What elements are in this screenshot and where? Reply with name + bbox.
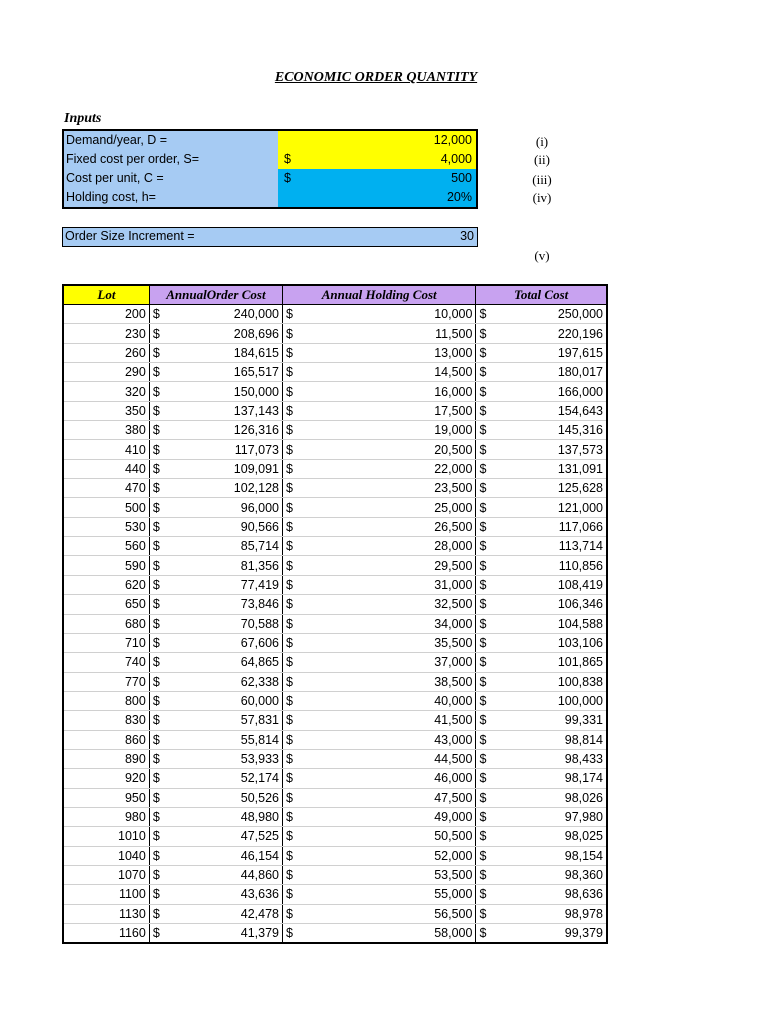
- cell-order-cost-currency[interactable]: $: [149, 730, 169, 749]
- header-holding-cost: Annual Holding Cost: [282, 285, 475, 305]
- tag-iv: (iv): [532, 190, 552, 205]
- cell-holding-cost[interactable]: 16,000: [303, 382, 476, 401]
- cell-holding-cost-currency[interactable]: $: [282, 788, 302, 807]
- cell-total-cost-currency[interactable]: $: [476, 904, 496, 923]
- cell-order-cost[interactable]: 62,338: [170, 672, 283, 691]
- input-value-fixed-cost[interactable]: 4,000: [298, 150, 476, 169]
- cell-lot[interactable]: 950: [63, 788, 149, 807]
- cell-order-cost-currency[interactable]: $: [149, 672, 169, 691]
- table-row: [63, 633, 607, 652]
- cell-total-cost[interactable]: 98,433: [496, 749, 607, 768]
- cell-holding-cost-currency[interactable]: $: [282, 537, 302, 556]
- cell-holding-cost[interactable]: 28,000: [303, 537, 476, 556]
- cell-order-cost-currency[interactable]: $: [149, 537, 169, 556]
- cell-holding-cost-currency[interactable]: $: [282, 653, 302, 672]
- cell-total-cost-currency[interactable]: $: [476, 363, 496, 382]
- cell-total-cost-currency[interactable]: $: [476, 614, 496, 633]
- cell-holding-cost[interactable]: 55,000: [303, 885, 476, 904]
- cell-order-cost[interactable]: 52,174: [170, 769, 283, 788]
- cell-order-cost-currency[interactable]: $: [149, 343, 169, 362]
- cell-lot[interactable]: 350: [63, 401, 149, 420]
- cell-order-cost[interactable]: 50,526: [170, 788, 283, 807]
- cell-holding-cost[interactable]: 41,500: [303, 711, 476, 730]
- cell-order-cost-currency[interactable]: $: [149, 363, 169, 382]
- cell-total-cost[interactable]: 154,643: [496, 401, 607, 420]
- cell-lot[interactable]: 440: [63, 459, 149, 478]
- cell-total-cost-currency[interactable]: $: [476, 827, 496, 846]
- cell-total-cost-currency[interactable]: $: [476, 517, 496, 536]
- table-row: [63, 595, 607, 614]
- cell-order-cost[interactable]: 64,865: [170, 653, 283, 672]
- tag-i: (i): [535, 134, 549, 149]
- cell-order-cost[interactable]: 44,860: [170, 865, 283, 884]
- cell-order-cost[interactable]: 41,379: [170, 924, 283, 944]
- cell-order-cost[interactable]: 102,128: [170, 479, 283, 498]
- cell-total-cost[interactable]: 98,026: [496, 788, 607, 807]
- cell-total-cost[interactable]: 99,331: [496, 711, 607, 730]
- cell-total-cost[interactable]: 145,316: [496, 421, 607, 440]
- cell-order-cost[interactable]: 150,000: [170, 382, 283, 401]
- cell-holding-cost[interactable]: 20,500: [303, 440, 476, 459]
- cell-order-cost-currency[interactable]: $: [149, 459, 169, 478]
- cell-holding-cost[interactable]: 52,000: [303, 846, 476, 865]
- cell-holding-cost[interactable]: 32,500: [303, 595, 476, 614]
- cell-holding-cost[interactable]: 58,000: [303, 924, 476, 944]
- tag-v: (v): [534, 248, 550, 263]
- inputs-label: Inputs: [64, 111, 102, 126]
- cell-order-cost-currency[interactable]: $: [149, 401, 169, 420]
- cell-total-cost-currency[interactable]: $: [476, 730, 496, 749]
- table-row: [63, 363, 607, 382]
- cell-holding-cost[interactable]: 37,000: [303, 653, 476, 672]
- cell-total-cost[interactable]: 97,980: [496, 807, 607, 826]
- table-row: [63, 498, 607, 517]
- cell-holding-cost-currency[interactable]: $: [282, 633, 302, 652]
- cell-holding-cost-currency[interactable]: $: [282, 730, 302, 749]
- cell-order-cost[interactable]: 240,000: [170, 305, 283, 324]
- cell-holding-cost-currency[interactable]: $: [282, 904, 302, 923]
- cell-holding-cost[interactable]: 10,000: [303, 305, 476, 324]
- cell-total-cost[interactable]: 104,588: [496, 614, 607, 633]
- cell-total-cost-currency[interactable]: $: [476, 556, 496, 575]
- cell-holding-cost-currency[interactable]: $: [282, 305, 302, 324]
- cell-total-cost-currency[interactable]: $: [476, 711, 496, 730]
- cell-holding-cost-currency[interactable]: $: [282, 924, 302, 944]
- cell-order-cost-currency[interactable]: $: [149, 653, 169, 672]
- input-label-holding-cost: Holding cost, h=: [64, 188, 278, 207]
- cell-total-cost-currency[interactable]: $: [476, 343, 496, 362]
- cell-total-cost[interactable]: 106,346: [496, 595, 607, 614]
- cell-lot[interactable]: 800: [63, 691, 149, 710]
- cell-order-cost-currency[interactable]: $: [149, 556, 169, 575]
- input-label-demand: Demand/year, D =: [64, 131, 278, 150]
- cell-total-cost[interactable]: 108,419: [496, 575, 607, 594]
- table-row: [63, 846, 607, 865]
- cell-order-cost-currency[interactable]: $: [149, 846, 169, 865]
- cell-holding-cost-currency[interactable]: $: [282, 827, 302, 846]
- cell-holding-cost-currency[interactable]: $: [282, 865, 302, 884]
- cell-holding-cost-currency[interactable]: $: [282, 614, 302, 633]
- header-lot: Lot: [63, 285, 149, 305]
- cell-order-cost-currency[interactable]: $: [149, 382, 169, 401]
- cell-holding-cost-currency[interactable]: $: [282, 595, 302, 614]
- cell-holding-cost-currency[interactable]: $: [282, 575, 302, 594]
- cell-lot[interactable]: 260: [63, 343, 149, 362]
- input-value-demand[interactable]: 12,000: [298, 131, 476, 150]
- table-row: [63, 769, 607, 788]
- cell-lot[interactable]: 1040: [63, 846, 149, 865]
- cell-order-cost[interactable]: 109,091: [170, 459, 283, 478]
- cell-order-cost[interactable]: 57,831: [170, 711, 283, 730]
- cell-lot[interactable]: 1100: [63, 885, 149, 904]
- cell-lot[interactable]: 200: [63, 305, 149, 324]
- cell-lot[interactable]: 860: [63, 730, 149, 749]
- cell-total-cost[interactable]: 110,856: [496, 556, 607, 575]
- cell-holding-cost-currency[interactable]: $: [282, 672, 302, 691]
- cell-total-cost-currency[interactable]: $: [476, 691, 496, 710]
- table-row: [63, 924, 607, 944]
- cell-order-cost-currency[interactable]: $: [149, 324, 169, 343]
- cell-holding-cost-currency[interactable]: $: [282, 769, 302, 788]
- cell-holding-cost[interactable]: 43,000: [303, 730, 476, 749]
- cell-holding-cost[interactable]: 38,500: [303, 672, 476, 691]
- table-row: [63, 672, 607, 691]
- cell-total-cost-currency[interactable]: $: [476, 807, 496, 826]
- table-row: [63, 459, 607, 478]
- table-row: [63, 788, 607, 807]
- cell-order-cost-currency[interactable]: $: [149, 421, 169, 440]
- eoq-table: [62, 284, 608, 944]
- cell-order-cost-currency[interactable]: $: [149, 517, 169, 536]
- cell-order-cost[interactable]: 208,696: [170, 324, 283, 343]
- cell-lot[interactable]: 740: [63, 653, 149, 672]
- cell-total-cost-currency[interactable]: $: [476, 305, 496, 324]
- cell-total-cost[interactable]: 131,091: [496, 459, 607, 478]
- cell-lot[interactable]: 410: [63, 440, 149, 459]
- table-row: [63, 575, 607, 594]
- cell-total-cost[interactable]: 98,636: [496, 885, 607, 904]
- cell-order-cost-currency[interactable]: $: [149, 769, 169, 788]
- cell-order-cost[interactable]: 42,478: [170, 904, 283, 923]
- table-row: [63, 653, 607, 672]
- table-row: [63, 382, 607, 401]
- table-row: [63, 343, 607, 362]
- table-row: [63, 711, 607, 730]
- cell-total-cost-currency[interactable]: $: [476, 421, 496, 440]
- cell-holding-cost[interactable]: 46,000: [303, 769, 476, 788]
- table-row: [63, 730, 607, 749]
- cell-holding-cost-currency[interactable]: $: [282, 498, 302, 517]
- header-total-cost: Total Cost: [476, 285, 607, 305]
- cell-lot[interactable]: 980: [63, 807, 149, 826]
- cell-order-cost[interactable]: 70,588: [170, 614, 283, 633]
- cell-total-cost[interactable]: 250,000: [496, 305, 607, 324]
- table-row: [63, 324, 607, 343]
- table-row: [63, 614, 607, 633]
- cell-holding-cost-currency[interactable]: $: [282, 807, 302, 826]
- cell-total-cost-currency[interactable]: $: [476, 788, 496, 807]
- cell-order-cost[interactable]: 96,000: [170, 498, 283, 517]
- cell-order-cost[interactable]: 137,143: [170, 401, 283, 420]
- input-value-unit-cost[interactable]: 500: [298, 169, 476, 188]
- cell-total-cost-currency[interactable]: $: [476, 865, 496, 884]
- cell-lot[interactable]: 230: [63, 324, 149, 343]
- increment-row: [62, 227, 478, 247]
- cell-total-cost-currency[interactable]: $: [476, 672, 496, 691]
- table-row: [63, 827, 607, 846]
- cell-holding-cost[interactable]: 47,500: [303, 788, 476, 807]
- cell-order-cost-currency[interactable]: $: [149, 827, 169, 846]
- cell-total-cost-currency[interactable]: $: [476, 653, 496, 672]
- cell-holding-cost[interactable]: 31,000: [303, 575, 476, 594]
- cell-holding-cost[interactable]: 26,500: [303, 517, 476, 536]
- cell-holding-cost-currency[interactable]: $: [282, 885, 302, 904]
- cell-lot[interactable]: 620: [63, 575, 149, 594]
- table-row: [63, 885, 607, 904]
- cell-order-cost[interactable]: 90,566: [170, 517, 283, 536]
- cell-total-cost-currency[interactable]: $: [476, 324, 496, 343]
- cell-lot[interactable]: 500: [63, 498, 149, 517]
- cell-holding-cost-currency[interactable]: $: [282, 711, 302, 730]
- cell-total-cost[interactable]: 100,838: [496, 672, 607, 691]
- cell-order-cost[interactable]: 46,154: [170, 846, 283, 865]
- cell-holding-cost[interactable]: 22,000: [303, 459, 476, 478]
- cell-order-cost-currency[interactable]: $: [149, 575, 169, 594]
- cell-order-cost-currency[interactable]: $: [149, 904, 169, 923]
- table-row: [63, 440, 607, 459]
- input-currency-holding-cost: [278, 188, 298, 207]
- cell-lot[interactable]: 830: [63, 711, 149, 730]
- cell-holding-cost-currency[interactable]: $: [282, 459, 302, 478]
- cell-total-cost[interactable]: 98,814: [496, 730, 607, 749]
- table-row: [63, 556, 607, 575]
- cell-total-cost[interactable]: 220,196: [496, 324, 607, 343]
- cell-total-cost[interactable]: 125,628: [496, 479, 607, 498]
- cell-total-cost[interactable]: 103,106: [496, 633, 607, 652]
- table-row: [63, 517, 607, 536]
- cell-lot[interactable]: 650: [63, 595, 149, 614]
- cell-holding-cost[interactable]: 14,500: [303, 363, 476, 382]
- cell-order-cost-currency[interactable]: $: [149, 865, 169, 884]
- cell-total-cost-currency[interactable]: $: [476, 749, 496, 768]
- cell-holding-cost[interactable]: 13,000: [303, 343, 476, 362]
- cell-total-cost[interactable]: 98,978: [496, 904, 607, 923]
- input-currency-unit-cost: $: [278, 169, 298, 188]
- input-currency-demand: [278, 131, 298, 150]
- cell-holding-cost[interactable]: 53,500: [303, 865, 476, 884]
- cell-order-cost-currency[interactable]: $: [149, 885, 169, 904]
- cell-order-cost-currency[interactable]: $: [149, 440, 169, 459]
- cell-order-cost[interactable]: 67,606: [170, 633, 283, 652]
- cell-order-cost[interactable]: 73,846: [170, 595, 283, 614]
- tag-iii: (iii): [532, 172, 552, 187]
- cell-order-cost[interactable]: 117,073: [170, 440, 283, 459]
- cell-order-cost[interactable]: 77,419: [170, 575, 283, 594]
- cell-order-cost[interactable]: 55,814: [170, 730, 283, 749]
- table-row: [63, 807, 607, 826]
- cell-holding-cost[interactable]: 23,500: [303, 479, 476, 498]
- cell-lot[interactable]: 530: [63, 517, 149, 536]
- cell-order-cost-currency[interactable]: $: [149, 788, 169, 807]
- cell-lot[interactable]: 380: [63, 421, 149, 440]
- cell-holding-cost-currency[interactable]: $: [282, 691, 302, 710]
- cell-order-cost-currency[interactable]: $: [149, 749, 169, 768]
- cell-holding-cost-currency[interactable]: $: [282, 421, 302, 440]
- cell-lot[interactable]: 1160: [63, 924, 149, 944]
- table-row: [63, 305, 607, 324]
- cell-holding-cost-currency[interactable]: $: [282, 556, 302, 575]
- cell-lot[interactable]: 920: [63, 769, 149, 788]
- cell-total-cost-currency[interactable]: $: [476, 633, 496, 652]
- cell-total-cost[interactable]: 197,615: [496, 343, 607, 362]
- cell-order-cost[interactable]: 47,525: [170, 827, 283, 846]
- cell-order-cost[interactable]: 43,636: [170, 885, 283, 904]
- cell-total-cost-currency[interactable]: $: [476, 401, 496, 420]
- input-label-unit-cost: Cost per unit, C =: [64, 169, 278, 188]
- table-row: [63, 691, 607, 710]
- cell-order-cost[interactable]: 48,980: [170, 807, 283, 826]
- cell-lot[interactable]: 1070: [63, 865, 149, 884]
- cell-holding-cost[interactable]: 29,500: [303, 556, 476, 575]
- cell-total-cost-currency[interactable]: $: [476, 440, 496, 459]
- cell-total-cost-currency[interactable]: $: [476, 595, 496, 614]
- cell-order-cost[interactable]: 60,000: [170, 691, 283, 710]
- cell-holding-cost[interactable]: 25,000: [303, 498, 476, 517]
- cell-lot[interactable]: 890: [63, 749, 149, 768]
- cell-lot[interactable]: 290: [63, 363, 149, 382]
- input-row-fixed-cost: [64, 150, 476, 169]
- tag-ii: (ii): [534, 152, 550, 167]
- cell-total-cost[interactable]: 101,865: [496, 653, 607, 672]
- cell-total-cost-currency[interactable]: $: [476, 924, 496, 944]
- cell-total-cost-currency[interactable]: $: [476, 382, 496, 401]
- table-row: [63, 904, 607, 923]
- cell-order-cost-currency[interactable]: $: [149, 807, 169, 826]
- cell-total-cost-currency[interactable]: $: [476, 479, 496, 498]
- inputs-panel: [62, 129, 478, 209]
- cell-total-cost[interactable]: 137,573: [496, 440, 607, 459]
- cell-order-cost-currency[interactable]: $: [149, 479, 169, 498]
- cell-total-cost[interactable]: 98,360: [496, 865, 607, 884]
- cell-holding-cost-currency[interactable]: $: [282, 382, 302, 401]
- cell-lot[interactable]: 470: [63, 479, 149, 498]
- cell-holding-cost-currency[interactable]: $: [282, 479, 302, 498]
- cell-total-cost-currency[interactable]: $: [476, 846, 496, 865]
- cell-lot[interactable]: 320: [63, 382, 149, 401]
- cell-order-cost-currency[interactable]: $: [149, 924, 169, 944]
- cell-total-cost[interactable]: 100,000: [496, 691, 607, 710]
- cell-total-cost-currency[interactable]: $: [476, 769, 496, 788]
- cell-holding-cost-currency[interactable]: $: [282, 749, 302, 768]
- cell-order-cost-currency[interactable]: $: [149, 305, 169, 324]
- cell-holding-cost-currency[interactable]: $: [282, 343, 302, 362]
- input-value-holding-cost[interactable]: 20%: [298, 188, 476, 207]
- cell-lot[interactable]: 680: [63, 614, 149, 633]
- cell-total-cost[interactable]: 99,379: [496, 924, 607, 944]
- table-row: [63, 865, 607, 884]
- cell-holding-cost[interactable]: 44,500: [303, 749, 476, 768]
- cell-holding-cost[interactable]: 56,500: [303, 904, 476, 923]
- table-row: [63, 401, 607, 420]
- increment-label: Order Size Increment =: [65, 229, 195, 243]
- input-row-demand: [64, 131, 476, 150]
- cell-holding-cost[interactable]: 35,500: [303, 633, 476, 652]
- cell-order-cost[interactable]: 165,517: [170, 363, 283, 382]
- cell-total-cost[interactable]: 180,017: [496, 363, 607, 382]
- cell-holding-cost[interactable]: 19,000: [303, 421, 476, 440]
- cell-order-cost-currency[interactable]: $: [149, 614, 169, 633]
- cell-order-cost[interactable]: 126,316: [170, 421, 283, 440]
- sheet-title: ECONOMIC ORDER QUANTITY: [274, 70, 478, 85]
- input-row-unit-cost: [64, 169, 476, 188]
- cell-order-cost[interactable]: 53,933: [170, 749, 283, 768]
- cell-lot[interactable]: 1010: [63, 827, 149, 846]
- header-order-cost: AnnualOrder Cost: [149, 285, 282, 305]
- cell-holding-cost[interactable]: 34,000: [303, 614, 476, 633]
- cell-holding-cost-currency[interactable]: $: [282, 363, 302, 382]
- cell-order-cost[interactable]: 184,615: [170, 343, 283, 362]
- cell-order-cost[interactable]: 85,714: [170, 537, 283, 556]
- cell-holding-cost-currency[interactable]: $: [282, 517, 302, 536]
- table-row: [63, 749, 607, 768]
- cell-total-cost-currency[interactable]: $: [476, 885, 496, 904]
- cell-order-cost-currency[interactable]: $: [149, 691, 169, 710]
- increment-value[interactable]: 30: [460, 229, 474, 243]
- cell-order-cost-currency[interactable]: $: [149, 595, 169, 614]
- input-currency-fixed-cost: $: [278, 150, 298, 169]
- cell-holding-cost-currency[interactable]: $: [282, 846, 302, 865]
- cell-total-cost[interactable]: 121,000: [496, 498, 607, 517]
- cell-holding-cost[interactable]: 50,500: [303, 827, 476, 846]
- cell-total-cost[interactable]: 113,714: [496, 537, 607, 556]
- table-row: [63, 479, 607, 498]
- cell-holding-cost[interactable]: 17,500: [303, 401, 476, 420]
- cell-holding-cost[interactable]: 40,000: [303, 691, 476, 710]
- cell-total-cost[interactable]: 166,000: [496, 382, 607, 401]
- cell-total-cost[interactable]: 98,154: [496, 846, 607, 865]
- cell-order-cost-currency[interactable]: $: [149, 498, 169, 517]
- cell-holding-cost[interactable]: 49,000: [303, 807, 476, 826]
- table-row: [63, 421, 607, 440]
- cell-lot[interactable]: 770: [63, 672, 149, 691]
- cell-holding-cost[interactable]: 11,500: [303, 324, 476, 343]
- table-header-row: [63, 285, 607, 305]
- input-label-fixed-cost: Fixed cost per order, S=: [64, 150, 278, 169]
- cell-order-cost-currency[interactable]: $: [149, 633, 169, 652]
- cell-total-cost-currency[interactable]: $: [476, 537, 496, 556]
- cell-total-cost[interactable]: 117,066: [496, 517, 607, 536]
- cell-holding-cost-currency[interactable]: $: [282, 324, 302, 343]
- cell-order-cost[interactable]: 81,356: [170, 556, 283, 575]
- cell-lot[interactable]: 590: [63, 556, 149, 575]
- cell-holding-cost-currency[interactable]: $: [282, 401, 302, 420]
- cell-order-cost-currency[interactable]: $: [149, 711, 169, 730]
- cell-lot[interactable]: 1130: [63, 904, 149, 923]
- table-row: [63, 537, 607, 556]
- cell-total-cost-currency[interactable]: $: [476, 498, 496, 517]
- table-body: [63, 305, 607, 944]
- cell-holding-cost-currency[interactable]: $: [282, 440, 302, 459]
- cell-total-cost[interactable]: 98,174: [496, 769, 607, 788]
- cell-lot[interactable]: 560: [63, 537, 149, 556]
- cell-lot[interactable]: 710: [63, 633, 149, 652]
- cell-total-cost[interactable]: 98,025: [496, 827, 607, 846]
- input-row-holding-cost: [64, 188, 476, 207]
- cell-total-cost-currency[interactable]: $: [476, 459, 496, 478]
- cell-total-cost-currency[interactable]: $: [476, 575, 496, 594]
